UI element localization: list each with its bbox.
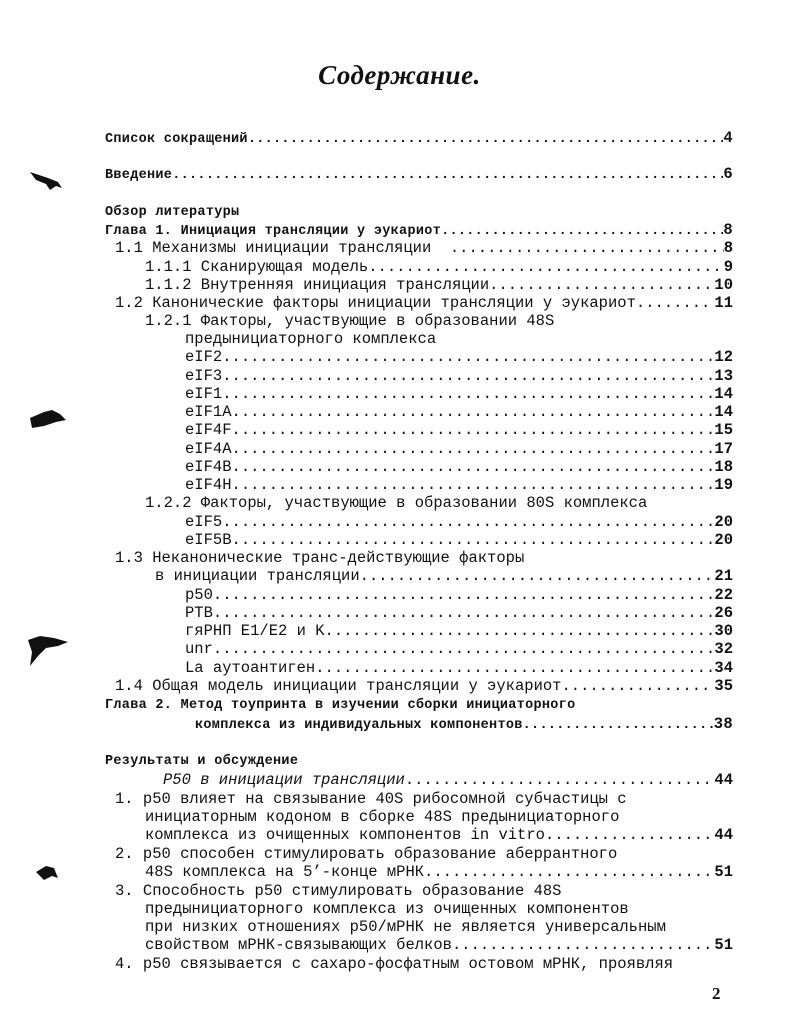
toc-page-number: 4 [723,129,733,147]
toc-section-heading-results [105,752,733,771]
toc-entry-label: 1.3 Неканонические транс-действующие факторы [115,549,525,567]
toc-page-number: 20 [714,513,733,531]
toc-entry-label: предынициаторного комплекса [185,330,437,348]
toc-entry-result4-line1 [115,955,733,974]
toc-entry-eif4f [185,421,733,440]
toc-page-number: 22 [714,586,733,604]
toc-entry-eif2 [185,348,733,367]
toc-entry-label: Введение [105,168,173,183]
toc-page-number: 44 [714,826,733,844]
toc-leader-dots [360,567,715,586]
toc-leader-dots [222,513,714,532]
toc-entry-label: в инициации трансляции [155,567,360,585]
toc-entry-eif5 [185,513,733,532]
toc-entry-result2-line1 [115,845,733,864]
toc-leader-dots [232,440,715,459]
toc-page-number: 34 [714,659,733,677]
toc-entry-result3-line4 [145,936,733,955]
toc-entry-abbreviations [105,129,733,148]
toc-entry-label: 1.1.2 Внутренняя инициация трансляции [145,276,490,294]
toc-entry-result1-line3 [145,826,733,845]
toc-leader-dots [232,458,715,477]
toc-leader-dots [222,367,714,386]
toc-page-number: 44 [714,771,733,789]
toc-leader-dots [222,385,714,404]
toc-entry-label: unr [185,640,213,658]
toc-entry-label: инициаторным кодоном в сборке 48S предынициаторного [145,808,620,826]
toc-entry-label: 1.2.1 Факторы, участвующие в образовании 48S [145,312,555,330]
toc-page-number: 14 [714,385,733,403]
toc-entry-1-1 [115,239,733,258]
toc-entry-1-3-line1 [115,549,733,568]
toc-entry-result3-line2 [145,900,733,919]
toc-leader-dots [636,294,715,313]
toc-entry-label: eIF2 [185,348,223,366]
toc-entry-p50 [185,586,733,605]
toc-leader-dots [232,403,715,422]
toc-page-number: 13 [714,367,733,385]
page-title: Содержание. [318,60,481,90]
toc-entry-label: P50 в инициации трансляции [163,771,405,789]
toc-leader-dots [441,222,723,240]
toc-leader-dots [232,421,715,440]
toc-entry-label: свойством мРНК-связывающих белков [145,936,452,954]
toc-entry-la-autoantigen [185,659,733,678]
toc-entry-unr [185,640,733,659]
toc-leader-dots [405,771,715,790]
toc-entry-label: eIF5 [185,513,223,531]
toc-entry-label: гяРНП E1/E2 и K [185,622,325,640]
toc-entry-label: 2. p50 способен стимулировать образование аберрантного [115,845,618,863]
toc-entry-chapter2-line1 [105,696,733,715]
toc-entry-label: 4. p50 связывается с сахаро-фосфатным остовом мРНК, проявляя [115,955,674,973]
toc-leader-dots [545,826,714,845]
page-number: 2 [712,984,721,1003]
toc-entry-label: eIF5B [185,531,232,549]
toc-page-number: 9 [723,258,733,276]
toc-entry-chapter1 [105,221,733,240]
toc-entry-eif1 [185,385,733,404]
toc-entry-label: eIF1A [185,403,232,421]
toc-page-number: 6 [723,165,733,183]
toc-page-number: 10 [714,276,733,294]
toc-entry-1-2-1-line1 [145,312,733,331]
toc-page-number: 26 [714,604,733,622]
toc-page-number: 51 [714,936,733,954]
toc-leader-dots [222,348,714,367]
toc-leader-dots [424,863,714,882]
toc-entry-result1-line2 [145,808,733,827]
toc-leader-dots [450,239,724,258]
toc-page-number: 19 [714,476,733,494]
toc-entry-eif1a [185,403,733,422]
toc-entry-eif4a [185,440,733,459]
toc-page-number: 21 [714,567,733,585]
toc-entry-label: Глава 1. Инициация трансляции у эукариот [105,224,442,239]
toc-entry-label: комплекса из очищенных компонентов in vitro [145,826,545,844]
toc-heading-label: Обзор литературы [105,205,240,220]
toc-entry-label: 1.4 Общая модель инициации трансляции у эукариот [115,677,562,695]
toc-entry-1-1-2 [145,276,733,295]
toc-page-number: 32 [714,640,733,658]
toc-leader-dots [248,130,724,148]
toc-entry-label: 1.2.2 Факторы, участвующие в образовании 80S комплекса [145,494,648,512]
toc-entry-1-3-line2 [155,567,733,586]
toc-entry-label: PTB [185,604,213,622]
toc-leader-dots [172,166,723,184]
toc-entry-label: 48S комплекса на 5’-конце мРНК [145,863,425,881]
toc-page-number: 51 [714,863,733,881]
toc-entry-label: p50 [185,586,213,604]
toc-page-number: 38 [713,715,733,733]
toc-page-number: 30 [714,622,733,640]
toc-entry-eif5b [185,531,733,550]
toc-entry-result3-line3 [145,918,733,937]
toc-leader-dots [315,659,714,678]
toc-page-number: 8 [723,239,733,257]
toc-entry-label: eIF4A [185,440,232,458]
toc-leader-dots [213,586,714,605]
toc-entry-label: eIF4F [185,421,232,439]
toc-entry-p50-initiation [163,771,733,790]
toc-entry-ptb [185,604,733,623]
toc-entry-label: eIF4H [185,476,232,494]
toc-entry-label: 1.2 Канонические факторы инициации трансляции у эукариот [115,294,636,312]
toc-entry-label: 1. p50 влияет на связывание 40S рибосомной субчастицы с [115,790,627,808]
toc-page-number: 14 [714,403,733,421]
toc-leader-dots [213,604,714,623]
toc-entry-label: 1.1 Механизмы инициации трансляции [115,239,450,257]
toc-entry-eif4b [185,458,733,477]
toc-entry-label: Глава 2. Метод тоупринта в изучении сборки инициаторного [105,698,576,713]
toc-entry-label: предынициаторного комплекса из очищенных компонентов [145,900,629,918]
toc-entry-1-1-1 [145,258,733,277]
toc-entry-eif4h [185,476,733,495]
toc-leader-dots [452,936,714,955]
toc-entry-1-2-2 [145,494,733,513]
toc-entry-label: Список сокращений [105,132,248,147]
toc-page-number: 17 [714,440,733,458]
toc-page-number: 12 [714,348,733,366]
toc-entry-label: 1.1.1 Сканирующая модель [145,258,369,276]
toc-entry-result2-line2 [145,863,733,882]
toc-page-number: 35 [714,677,733,695]
toc-page-number: 18 [714,458,733,476]
toc-leader-dots [232,531,715,550]
toc-leader-dots [325,622,715,641]
toc-entry-1-2 [115,294,733,313]
toc-entry-1-4 [115,677,733,696]
toc-page-number: 8 [723,221,733,239]
toc-leader-dots [523,716,714,734]
toc-heading-label: Результаты и обсуждение [105,754,299,769]
toc-section-heading-review [105,203,733,222]
toc-entry-1-2-1-line2 [185,330,733,349]
toc-leader-dots [368,258,723,277]
toc-entry-label: 3. Способность p50 стимулировать образование 48S [115,882,562,900]
toc-entry-eif3 [185,367,733,386]
toc-entry-label: комплекса из индивидуальных компонентов [195,718,523,733]
toc-entry-label: при низких отношениях p50/мРНК не является универсальным [145,918,666,936]
toc-page-number: 15 [714,421,733,439]
toc-entry-label: eIF4B [185,458,232,476]
toc-entry-hnrnp [185,622,733,641]
toc-entry-label: eIF1 [185,385,223,403]
toc-entry-label: La аутоантиген [185,659,316,677]
toc-leader-dots [213,640,714,659]
toc-entry-result1-line1 [115,790,733,809]
toc-entry-chapter2-line2 [195,715,733,734]
toc-entry-result3-line1 [115,882,733,901]
toc-entry-introduction [105,165,733,184]
toc-leader-dots [561,677,714,696]
toc-leader-dots [232,476,715,495]
toc-page-number: 20 [714,531,733,549]
toc-page-number: 11 [714,294,733,312]
toc-entry-label: eIF3 [185,367,223,385]
toc-leader-dots [489,276,714,295]
